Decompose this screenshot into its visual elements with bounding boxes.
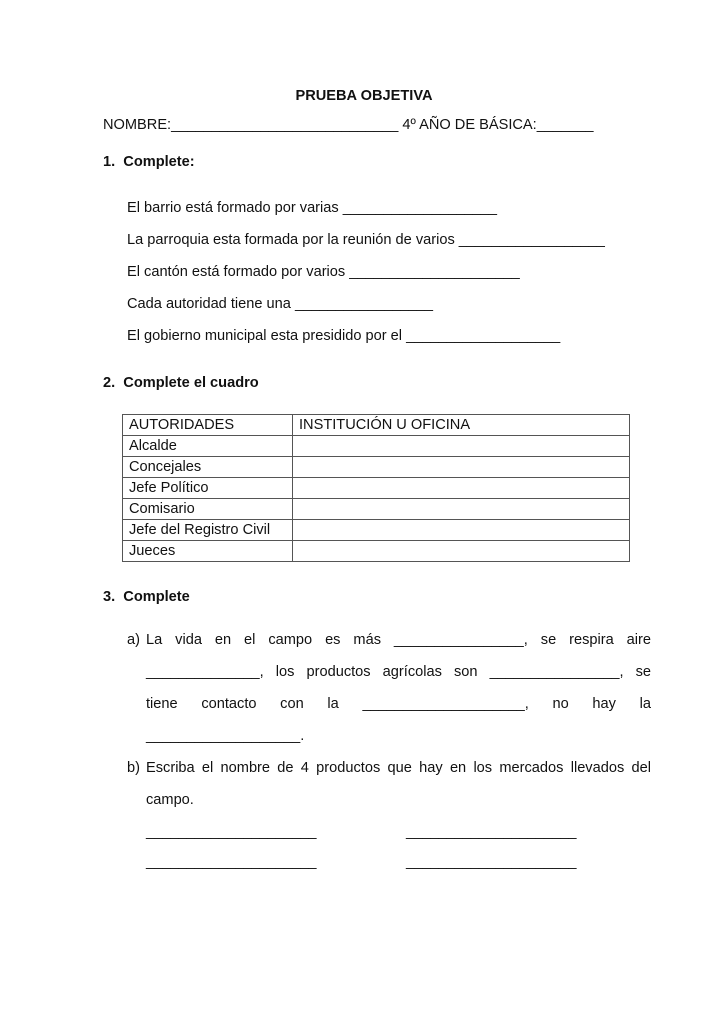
product-blank: _____________________	[406, 854, 577, 870]
section-2-heading: 2. Complete el cuadro	[103, 375, 259, 391]
table-row	[123, 436, 630, 457]
column-header-autoridades: AUTORIDADES	[123, 415, 293, 436]
table-cell-authority: Jefe del Registro Civil	[123, 520, 293, 541]
product-blank: _____________________	[146, 824, 317, 840]
column-header-institucion: INSTITUCIÓN U OFICINA	[293, 415, 630, 436]
product-blank: _____________________	[406, 824, 577, 840]
table-cell-authority: Comisario	[123, 499, 293, 520]
item-a-line: ______________, los productos agrícolas son ________________, se	[146, 664, 651, 680]
table-cell-authority: Alcalde	[123, 436, 293, 457]
table-cell-blank	[293, 478, 630, 499]
table-cell-blank	[293, 520, 630, 541]
section-1-item: El cantón está formado por varios _____________________	[127, 264, 520, 280]
item-b-line: campo.	[146, 792, 194, 808]
section-1-item: El gobierno municipal esta presidido por el ___________________	[127, 328, 561, 344]
item-b-line: Escriba el nombre de 4 productos que hay en los mercados llevados del	[146, 760, 651, 776]
section-3-heading: 3. Complete	[103, 589, 190, 605]
table-cell-authority: Jefe Político	[123, 478, 293, 499]
table-cell-blank	[293, 457, 630, 478]
table-row	[123, 520, 630, 541]
name-grade-line: NOMBRE:____________________________ 4º AÑO DE BÁSICA:_______	[103, 117, 594, 133]
table-cell-authority: Jueces	[123, 541, 293, 562]
table-cell-blank	[293, 499, 630, 520]
table-cell-blank	[293, 541, 630, 562]
item-a-label: a)	[127, 632, 140, 648]
page-title: PRUEBA OBJETIVA	[295, 88, 433, 104]
item-a-line: ___________________.	[146, 728, 305, 744]
item-a-line: La vida en el campo es más ________________, se respira aire	[146, 632, 651, 648]
product-blank: _____________________	[146, 854, 317, 870]
section-1-item: El barrio está formado por varias ___________________	[127, 200, 497, 216]
table-header-row	[123, 415, 630, 436]
table-row	[123, 457, 630, 478]
table-row	[123, 478, 630, 499]
section-1-item: Cada autoridad tiene una _________________	[127, 296, 433, 312]
table-row	[123, 541, 630, 562]
table-row	[123, 499, 630, 520]
table-cell-blank	[293, 436, 630, 457]
table-cell-authority: Concejales	[123, 457, 293, 478]
section-1-heading: 1. Complete:	[103, 154, 195, 170]
section-1-item: La parroquia esta formada por la reunión de varios __________________	[127, 232, 605, 248]
item-b-label: b)	[127, 760, 140, 776]
item-a-line: tiene contacto con la ____________________, no hay la	[146, 696, 651, 712]
authorities-table	[122, 414, 630, 562]
